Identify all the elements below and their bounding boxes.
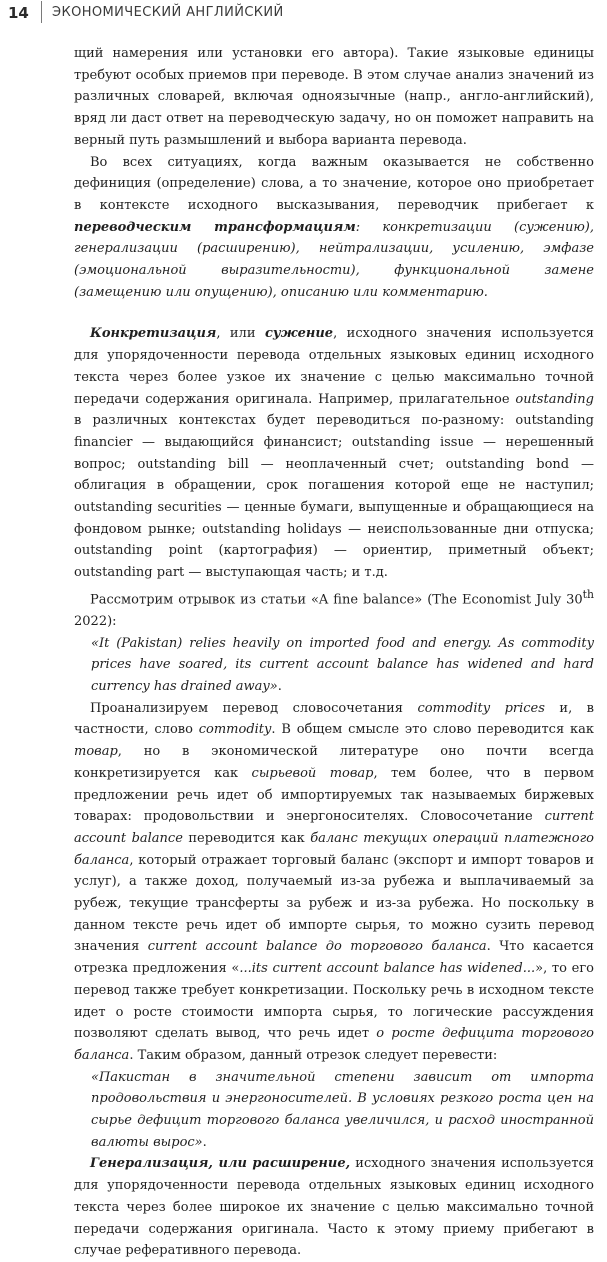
term-generalization: Генерализация, или расширение, [90, 1156, 351, 1172]
italic-term: commodity prices [417, 700, 545, 716]
example-word: outstanding [515, 391, 594, 407]
quote-english [74, 633, 594, 698]
paragraph-1 [74, 43, 594, 152]
text-run: . [202, 1134, 207, 1150]
italic-term: commodity [198, 722, 272, 738]
text-run: , исходного значения используется для упорядоченности перевода отдельных языковых единиц исходного текста через более узкое их значение с целью максимально точной передачи содержания оригинала. Например, прилагательное [74, 326, 595, 407]
text-run: , который отражает торговый баланс (экспорт и импорт товаров и услуг), а также доход, получаемый из-за рубежа и выплачиваемый за рубеж, текущие трансферты за рубеж и из-за рубежа. Но поскольку в данном тексте речь идет об импорте сырья, то можно сузить перевод значения [74, 852, 594, 955]
italic-term: current account balance [74, 809, 594, 846]
text-run: Проанализируем перевод словосочетания [90, 700, 418, 716]
page-number: 14 [8, 4, 29, 22]
quote-text: «It (Pakistan) relies heavily on imported food and energy. As commodity prices have soared, its current account balance has widened and hard currency has drained away» [91, 635, 594, 695]
text-run: в различных контекстах будет переводиться по-разному: outstanding financier — выдающийся финансист; outstanding issue — нерешенный вопрос; outstanding bill — неоплаченный счет; outstanding bond — облигация в обращении, срок погашения которой еще не наступил; outstanding securities — ценные бумаги, выпущенные и обращающиеся на фондовом рынке; outstanding holidays — неиспользованные дни отпуска; outstanding point (картография) — ориентир, приметный объект; outstanding part — выступающая часть; и т.д. [74, 413, 594, 581]
paragraph-concretization [74, 323, 594, 583]
italic-term: баланс текущих операций платежного баланса [74, 830, 595, 868]
paragraph-generalization [74, 1153, 594, 1262]
text-run: щий намерения или установки его автора). Такие языковые единицы требуют особых приемов при переводе. В этом случае анализ значений из различных словарей, включая одноязычные (напр., англо-английский), вряд ли даст ответ на переводческую задачу, но он поможет направить на верный путь размышлений и выбора варианта перевода. [74, 46, 594, 148]
term-translation-transformations: переводческим трансформациям [74, 219, 356, 235]
italic-term: ...its current account balance has widened... [239, 961, 536, 977]
text-run: , или [216, 326, 265, 342]
text-run: . Что касается отрезка предложения « [74, 939, 594, 977]
quote-text: «Пакистан в значительной степени зависит от импорта продовольствия и энергоносителей. В условиях резкого роста цен на сырье дефицит торгового баланса увеличился, и расход иностранной валюты вырос» [91, 1069, 594, 1150]
running-title: ЭКОНОМИЧЕСКИЙ АНГЛИЙСКИЙ [52, 5, 284, 20]
running-header [0, 0, 607, 27]
paragraph-article-ref [74, 584, 594, 633]
header-divider [41, 1, 42, 23]
text-run: . В общем смысле это слово переводится как [271, 722, 594, 738]
italic-term: current account balance до торгового баланса [147, 939, 487, 955]
transformations-list: : конкретизации (сужению), генерализации (расширению), нейтрализации, усилению, эмфазе (эмоциональной выразительности), функциональной замене (замещению или опущению), описанию или комментарию. [74, 219, 594, 300]
quote-russian [74, 1067, 594, 1154]
italic-term: товар [74, 744, 118, 760]
page-body [74, 43, 594, 1262]
paragraph-2 [74, 152, 594, 304]
text-run: , но в экономической литературе оно почти всегда конкретизируется как [74, 744, 594, 781]
italic-term: о росте дефицита торгового баланса [74, 1026, 594, 1063]
term-concretization: Конкретизация [90, 326, 217, 342]
text-run: Во всех ситуациях, когда важным оказывается не собственно дефиниция (определение) слова, а то значение, которое оно приобретает в контексте исходного высказывания, переводчик прибегает к [74, 154, 594, 213]
text-run: », то его перевод также требует конкретизации. Поскольку речь в исходном тексте идет о росте стоимости импорта сырья, то логические рассуждения позволяют сделать вывод, что речь идет [74, 961, 594, 1042]
italic-term: сырьевой товар [251, 765, 374, 781]
text-run: , тем более, что в первом предложении речь идет об импортируемых так называемых биржевых товарах: продовольствии и энергоносителях. Словосочетание [74, 765, 594, 825]
term-narrowing: сужение [264, 326, 334, 342]
superscript: th [582, 587, 594, 601]
text-run: Рассмотрим отрывок из статьи «A fine balance» (The Economist July 30 [90, 592, 583, 608]
text-run: . Таким образом, данный отрезок следует перевести: [129, 1047, 498, 1063]
text-run: исходного значения используется для упорядоченности перевода отдельных языковых единиц исходного текста через более широкое их значение с целью максимально точной передачи содержания оригинала. Часто к этому приему прибегают в случае реферативного перевода. [74, 1156, 594, 1259]
text-run: . [277, 679, 282, 695]
text-run: переводится как [182, 830, 311, 846]
text-run: 2022): [74, 613, 117, 629]
paragraph-analysis [74, 698, 594, 1067]
text-run: и, в частности, слово [74, 700, 595, 738]
